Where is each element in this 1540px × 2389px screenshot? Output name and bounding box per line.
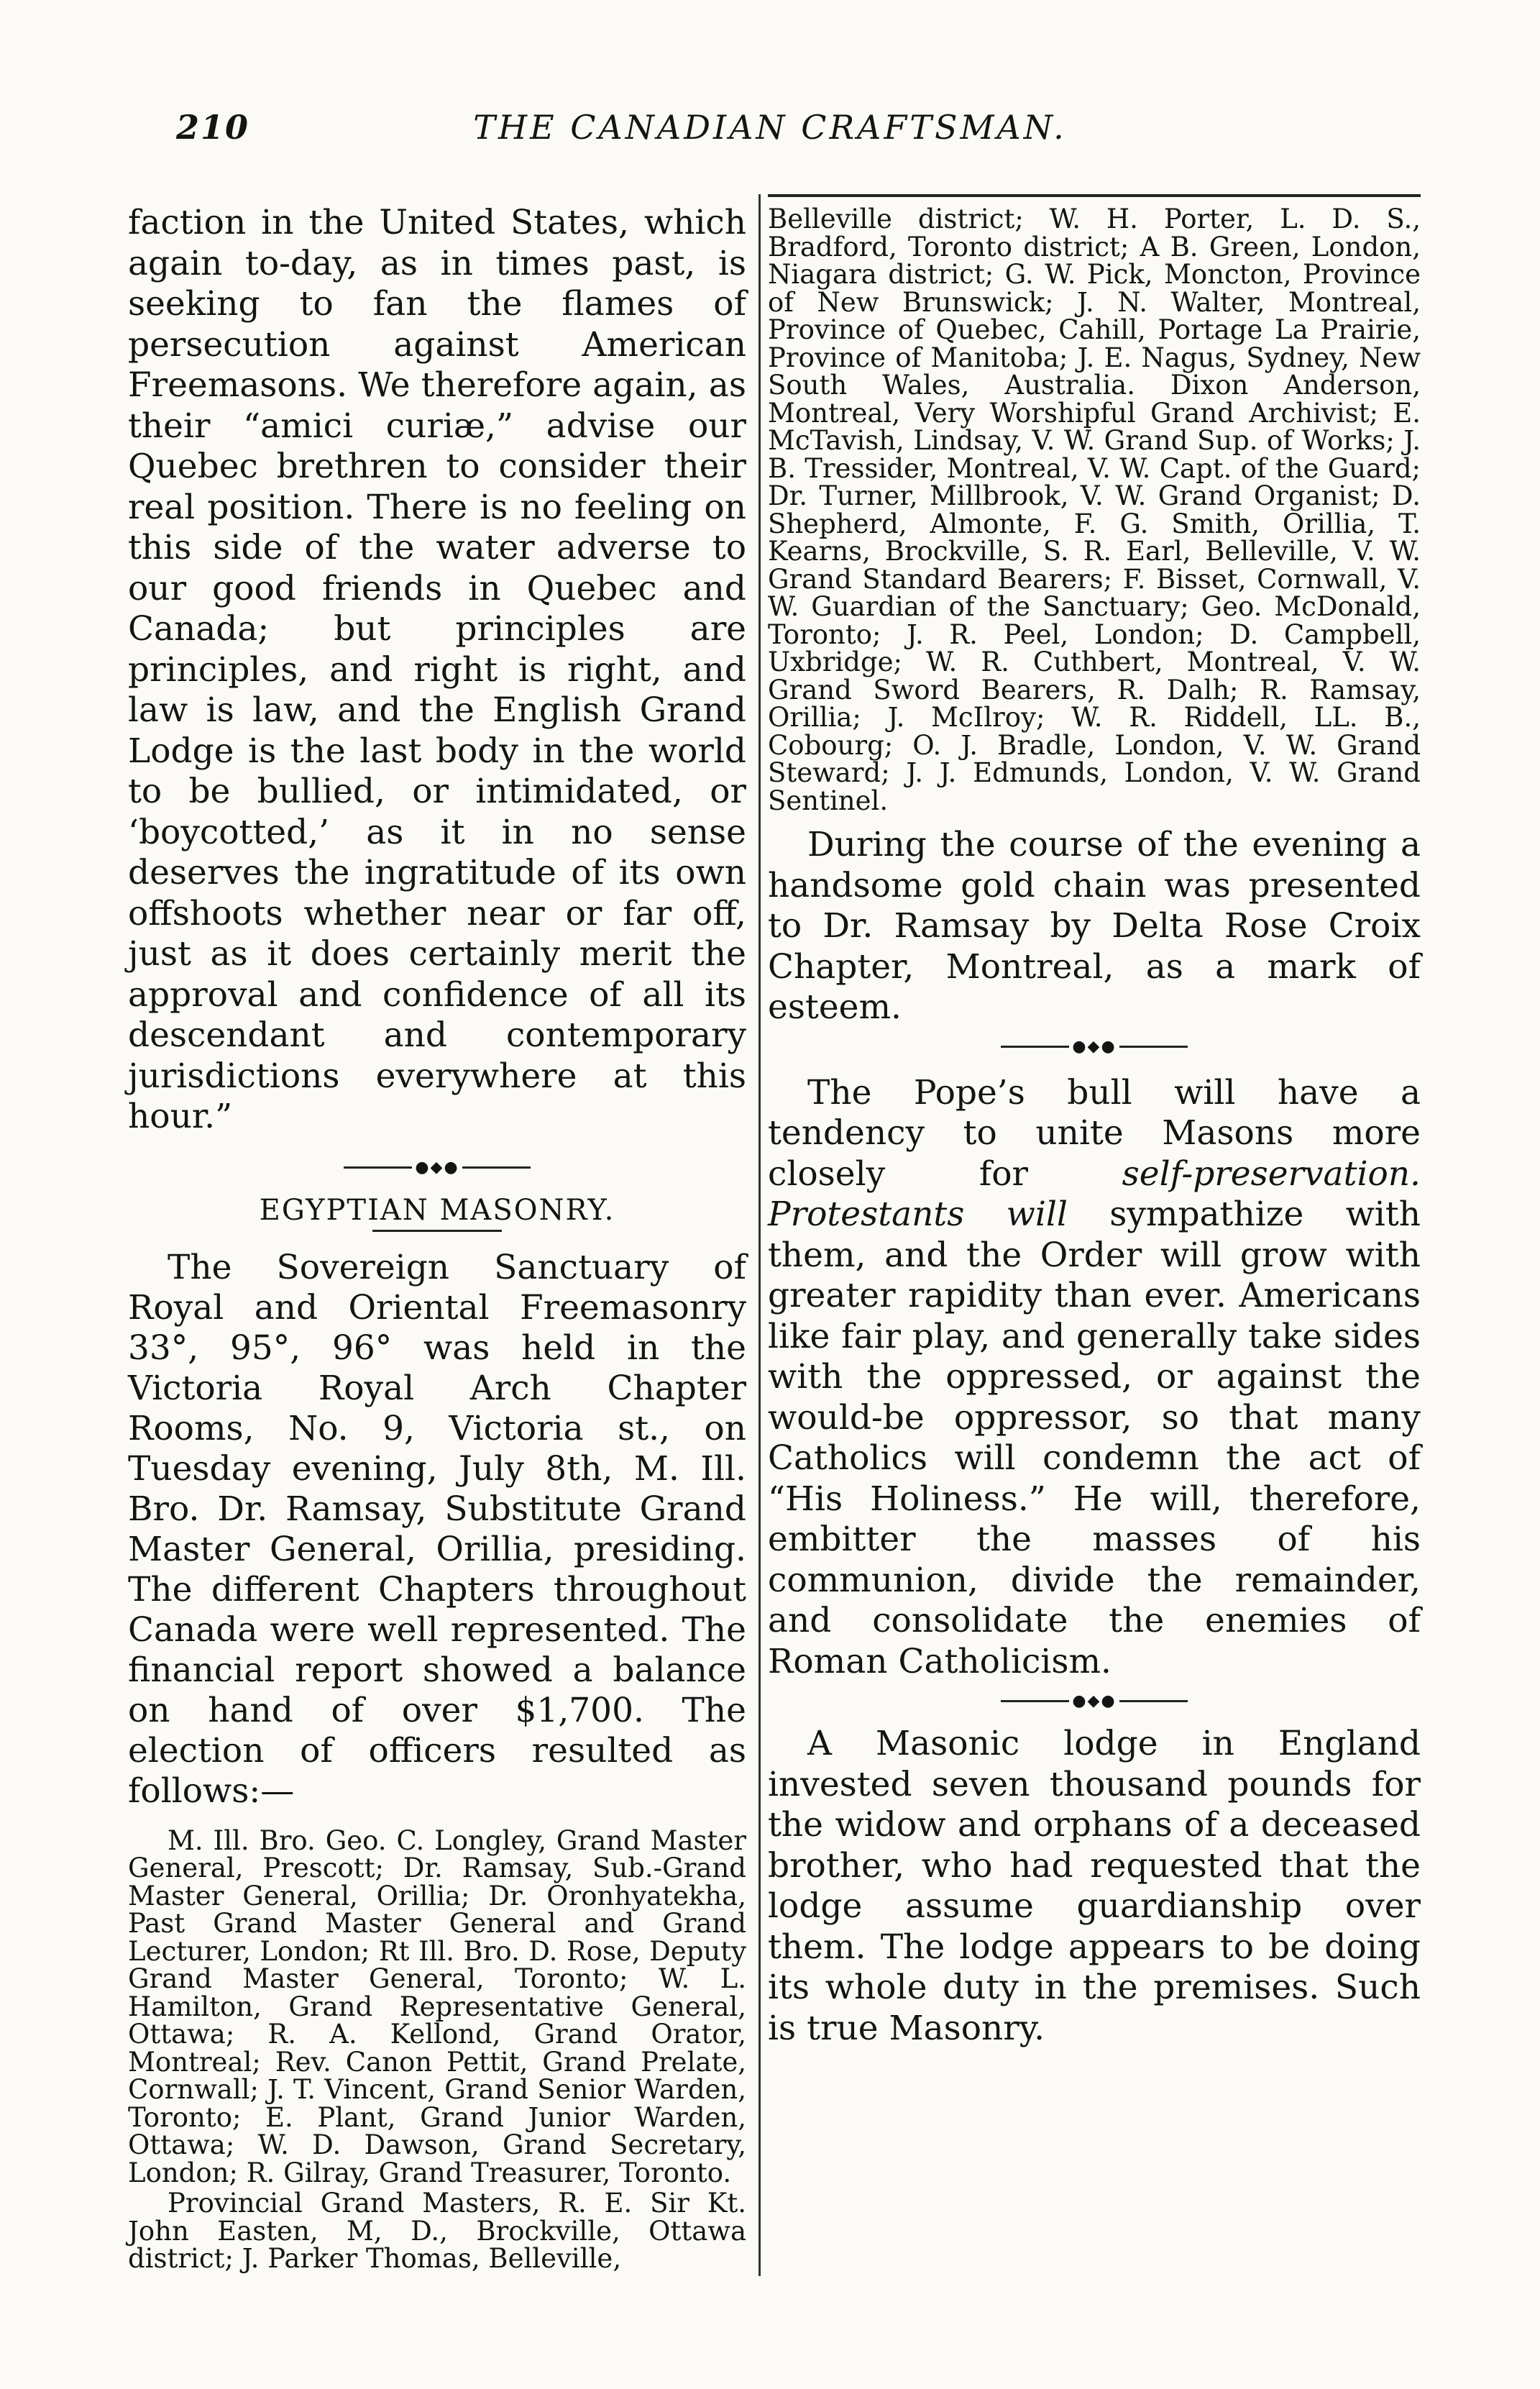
popes-bull-text-start: The Pope’s bull will have a tendency to unite Masons more closely for [768, 1072, 1421, 1194]
column-divider [758, 194, 761, 2276]
separator-ornament-1: ●◆● [768, 1033, 1421, 1061]
section-title: EGYPTIAN MASONRY. [259, 1193, 615, 1227]
egyptian-masonry-paragraph: The Sovereign Sanctuary of Royal and Oriental Freemasonry 33°, 95°, 96° was held in the Victoria Royal Arch Chapter Rooms, No. 9, Victoria st., on Tuesday evening, July 8th, M. Ill. Bro. Dr. Ramsay, Substitute Grand Master General, Orillia, presiding. The different Chapters throughout Canada were well represented. The financial report showed a balance on hand of over $1,700. The election of officers resulted as follows:— [128, 1247, 746, 1811]
gold-chain-paragraph: During the course of the evening a handsome gold chain was presented to Dr. Ramsay by Delta Rose Croix Chapter, Montreal, as a mark of esteem. [768, 825, 1421, 1027]
left-column [128, 203, 746, 2273]
popes-bull-paragraph [768, 1073, 1421, 1683]
column-top-rule [768, 194, 1421, 197]
popes-bull-text-rest: sympathize with them, and the Order will grow with greater rapidity than ever. Americans like fair play, and generally take sides with the oppressed, or against the would-be oppressor, so that many Catholics will condemn the act of “His Holiness.” He will, therefore, embitter the masses of his communion, divide the remainder, and consolidate the enemies of Roman Catholicism. [768, 1194, 1421, 1681]
provincial-masters-paragraph: Provincial Grand Masters, R. E. Sir Kt. John Easten, M, D., Brockville, Ottawa district; J. Parker Thomas, Belleville, [128, 2188, 746, 2274]
right-column [768, 203, 1421, 2049]
officers-list-continued: Belleville district; W. H. Porter, L. D. S., Bradford, Toronto district; A B. Green, London, Niagara district; G. W. Pick, Moncton, Province of New Brunswick; J. N. Walter, Montreal, Province of Quebec, Cahill, Portage La Prairie, Province of Manitoba; J. E. Nagus, Sydney, New South Wales, Australia. Dixon Anderson, Montreal, Very Worshipful Grand Archivist; E. McTavish, Lindsay, V. W. Grand Sup. of Works; J. B. Tressider, Montreal, V. W. Capt. of the Guard; Dr. Turner, Millbrook, V. W. Grand Organist; D. Shepherd, Almonte, F. G. Smith, Orillia, T. Kearns, Brockville, S. R. Earl, Belleville, V. W. Grand Standard Bearers; F. Bisset, Cornwall, V. W. Guardian of the Sanctuary; Geo. McDonald, Toronto; J. R. Peel, London; D. Campbell, Uxbridge; W. R. Cuthbert, Montreal, V. W. Grand Sword Bearers, R. Dalh; R. Ramsay, Orillia; J. McIlroy; W. R. Riddell, LL. B., Cobourg; O. J. Bradle, London, V. W. Grand Steward; J. J. Edmunds, London, V. W. Grand Sentinel. [768, 204, 1421, 816]
popes-bull-emphasis-2: Protestants will [768, 1194, 1068, 1234]
page-number: 210 [176, 108, 250, 147]
continued-paragraph: faction in the United States, which again to-day, as in times past, is seeking to fan the flames of persecution against American Freemasons. We therefore again, as their “amici curiæ,” advise our Quebec brethren to consider their real position. There is no feeling on this side of the water adverse to our good friends in Quebec and Canada; but principles are principles, and right is right, and law is law, and the English Grand Lodge is the last body in the world to be bullied, or intimidated, or ‘boycotted,’ as it in no sense deserves the ingratitude of its own offshoots whether near or far off, just as it does certainly merit the approval and confidence of all its descendant and contemporary jurisdictions everywhere at this hour.” [128, 203, 746, 1136]
popes-bull-emphasis-1: self-preservation. [1122, 1154, 1421, 1194]
page-header [0, 108, 1540, 158]
section-ornament: ●◆● [128, 1154, 746, 1182]
separator-ornament-2: ●◆● [768, 1686, 1421, 1715]
running-title: THE CANADIAN CRAFTSMAN. [473, 108, 1067, 147]
masonic-lodge-paragraph: A Masonic lodge in England invested seven thousand pounds for the widow and orphans of a deceased brother, who had requested that the lodge assume guardianship over them. The lodge appears to be doing its whole duty in the premises. Such is true Masonry. [768, 1724, 1421, 2048]
officers-list-paragraph: M. Ill. Bro. Geo. C. Longley, Grand Master General, Prescott; Dr. Ramsay, Sub.-Grand Master General, Orillia; Dr. Oronhyatekha, Past Grand Master General and Grand Lecturer, London; Rt Ill. Bro. D. Rose, Deputy Grand Master General, Toronto; W. L. Hamilton, Grand Representative General, Ottawa; R. A. Kellond, Grand Orator, Montreal; Rev. Canon Pettit, Grand Prelate, Cornwall; J. T. Vincent, Grand Senior Warden, Toronto; E. Plant, Grand Junior Warden, Ottawa; W. D. Dawson, Grand Secretary, London; R. Gilray, Grand Treasurer, Toronto. [128, 1824, 746, 2188]
title-underline [372, 1230, 502, 1232]
